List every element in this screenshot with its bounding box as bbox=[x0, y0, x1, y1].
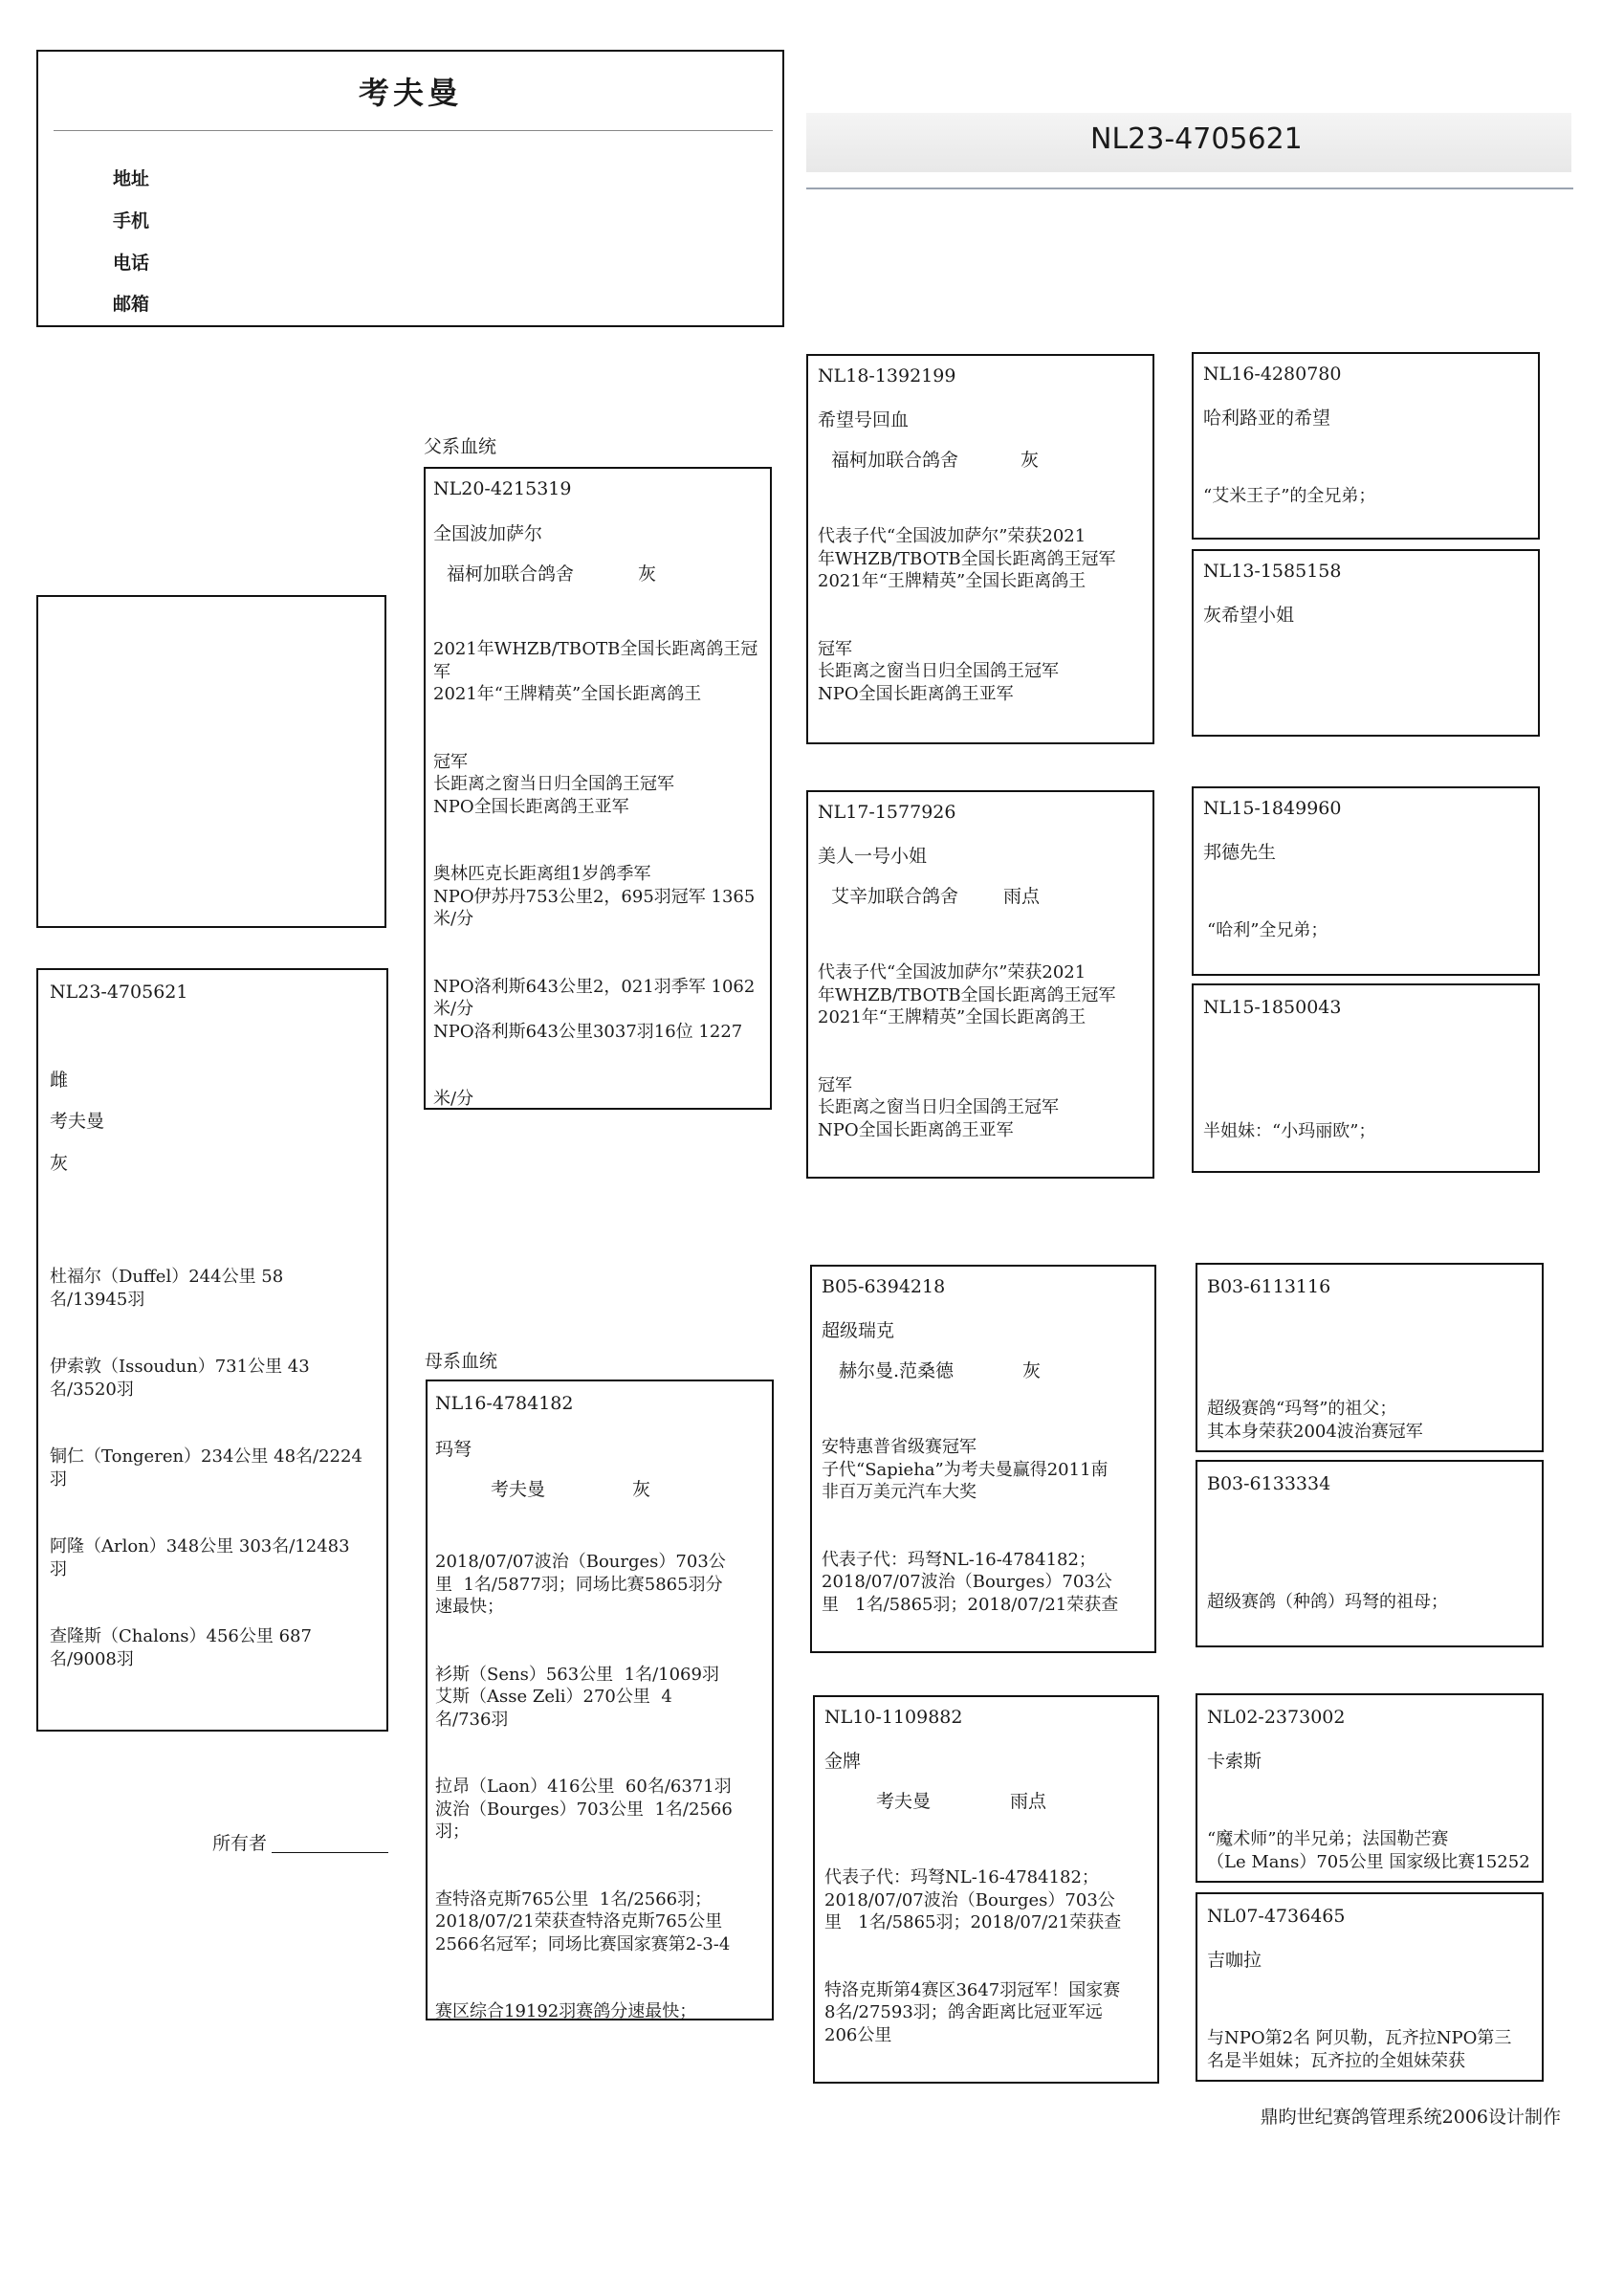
sire-breeder: 福柯加联合鸽舍 bbox=[447, 563, 575, 585]
dd-breeder-row bbox=[876, 1787, 1046, 1813]
owner-name: 考夫曼 bbox=[358, 75, 462, 111]
sire-lines: 2021年WHZB/TBOTB全国长距离鸽王冠 军 2021年“王牌精英”全国长距离鸽王 冠军 长距离之窗当日归全国鸽王冠军 NPO全国长距离鸽王亚军 奥林匹克长距离组1岁鸽季军 NPO伊苏丹753公里2，695羽冠军 1365 米/分 NPO洛利斯643公里2，021羽季军 1062 米/分 NPO洛利斯643公里3037羽16位 1227 米/分 bbox=[433, 639, 758, 1109]
ddd-name: 吉咖拉 bbox=[1207, 1950, 1262, 1971]
ss-breeder: 福柯加联合鸽舍 bbox=[831, 450, 959, 471]
dam-breeder-row bbox=[491, 1475, 650, 1501]
sds-box bbox=[1192, 786, 1540, 976]
sire-color: 灰 bbox=[638, 563, 657, 585]
dd-breeder: 考夫曼 bbox=[876, 1791, 932, 1812]
subject-owner: 考夫曼 bbox=[50, 1111, 105, 1132]
dds-ring: NL02-2373002 bbox=[1207, 1707, 1346, 1728]
owner-divider bbox=[54, 130, 773, 131]
sire-box bbox=[424, 467, 772, 1110]
dam-breeder: 考夫曼 bbox=[491, 1479, 546, 1500]
sire-breeder-row bbox=[447, 560, 656, 585]
sire-sire-box bbox=[806, 354, 1154, 744]
ssd-box bbox=[1192, 549, 1540, 737]
sd-breeder: 艾辛加联合鸽舍 bbox=[831, 886, 959, 907]
sd-lines: 代表子代“全国波加萨尔”荣获2021 年WHZB/TBOTB全国长距离鸽王冠军 2021年“王牌精英”全国长距离鸽王 冠军 长距离之窗当日归全国鸽王冠军 NPO全国长距离鸽王亚军 bbox=[818, 962, 1116, 1140]
sire-ring: NL20-4215319 bbox=[433, 478, 572, 499]
sds-ring: NL15-1849960 bbox=[1203, 798, 1342, 819]
sss-box bbox=[1192, 352, 1540, 540]
sdd-ring: NL15-1850043 bbox=[1203, 997, 1342, 1018]
subject-ring: NL23-4705621 bbox=[50, 982, 188, 1003]
ss-breeder-row bbox=[831, 446, 1039, 472]
sd-ring: NL17-1577926 bbox=[818, 802, 956, 823]
ss-color: 灰 bbox=[1020, 450, 1040, 471]
owner-field-email: 邮箱 bbox=[113, 294, 150, 315]
dsd-box bbox=[1196, 1460, 1544, 1647]
sds-lines: “哈利”全兄弟； bbox=[1207, 920, 1328, 940]
dam-lines: 2018/07/07波治（Bourges）703公 里 1名/5877羽；同场比赛5865羽分 速最快； 衫斯（Sens）563公里 1名/1069羽 艾斯（Asse Zeli）270公里 4 名/736羽 拉昂（Laon）416公里 60名/6371羽 波治（Bourges）703公里 1名/2566 羽； 查特洛克斯765公里 1名/2566羽； 2018/07/21荣获查特洛克斯765公里 2566名冠军；同场比赛国家赛第2-3-4 赛区综合19192羽赛鸽分速最快； bbox=[435, 1552, 733, 2020]
owner-field-address: 地址 bbox=[113, 168, 150, 189]
sd-breeder-row bbox=[831, 882, 1040, 908]
dd-name: 金牌 bbox=[824, 1751, 862, 1772]
ss-name: 希望号回血 bbox=[818, 409, 910, 430]
subject-color: 灰 bbox=[50, 1153, 69, 1174]
dds-box bbox=[1196, 1693, 1544, 1883]
footer-credit: 鼎昀世纪赛鸽管理系统2006设计制作 bbox=[1260, 2107, 1561, 2128]
ds-breeder-row bbox=[839, 1357, 1041, 1382]
owner-info-box bbox=[36, 50, 784, 327]
sire-section-label: 父系血统 bbox=[424, 436, 497, 457]
dd-lines: 代表子代：玛弩NL-16-4784182； 2018/07/07波治（Bourges）703公 里 1名/5865羽；2018/07/21荣获查 特洛克斯第4赛区3647羽冠军！国家赛 8名/27593羽；鸽舍距离比冠亚军远 206公里 bbox=[824, 1867, 1122, 2045]
ds-name: 超级瑞克 bbox=[822, 1320, 895, 1341]
dss-box bbox=[1196, 1263, 1544, 1452]
sdd-lines: 半姐妹：“小玛丽欧”； bbox=[1203, 1121, 1376, 1141]
sire-dam-box bbox=[806, 790, 1154, 1179]
sss-name: 哈利路亚的希望 bbox=[1203, 408, 1331, 429]
dd-ring: NL10-1109882 bbox=[824, 1707, 963, 1728]
owner-signature-line bbox=[272, 1852, 388, 1853]
ddd-ring: NL07-4736465 bbox=[1207, 1906, 1346, 1927]
ds-color: 灰 bbox=[1022, 1360, 1042, 1381]
subject-sex: 雌 bbox=[50, 1070, 69, 1091]
ssd-ring: NL13-1585158 bbox=[1203, 561, 1342, 582]
dam-box bbox=[426, 1380, 774, 2020]
dss-lines: 超级赛鸽“玛弩”的祖父； 其本身荣获2004波治赛冠军 bbox=[1207, 1399, 1423, 1442]
sdd-box bbox=[1192, 983, 1540, 1173]
ds-lines: 安特惠普省级赛冠军 子代“Sapieha”为考夫曼赢得2011南 非百万美元汽车大奖 代表子代：玛弩NL-16-4784182； 2018/07/07波治（Bourges）703公 里 1名/5865羽；2018/07/21荣获查 bbox=[822, 1437, 1119, 1615]
subject-box bbox=[36, 968, 388, 1732]
sds-name: 邦德先生 bbox=[1203, 842, 1277, 863]
ds-breeder: 赫尔曼.范桑德 bbox=[839, 1360, 955, 1381]
photo-placeholder bbox=[36, 595, 386, 928]
dsd-ring: B03-6133334 bbox=[1207, 1473, 1331, 1494]
dds-name: 卡索斯 bbox=[1207, 1751, 1262, 1772]
ds-ring: B05-6394218 bbox=[822, 1276, 946, 1297]
ddd-lines: 与NPO第2名 阿贝勒，瓦齐拉NPO第三 名是半姐妹；瓦齐拉的全姐妹荣获 bbox=[1207, 2028, 1512, 2071]
dam-dam-box bbox=[813, 1695, 1159, 2084]
owner-field-phone: 电话 bbox=[113, 253, 150, 274]
ss-ring: NL18-1392199 bbox=[818, 365, 956, 386]
dam-ring: NL16-4784182 bbox=[435, 1393, 574, 1414]
dss-ring: B03-6113116 bbox=[1207, 1276, 1331, 1297]
dam-name: 玛弩 bbox=[435, 1439, 472, 1460]
ddd-box bbox=[1196, 1892, 1544, 2082]
owner-signature-label: 所有者 bbox=[212, 1833, 268, 1854]
ss-lines: 代表子代“全国波加萨尔”荣获2021 年WHZB/TBOTB全国长距离鸽王冠军 2021年“王牌精英”全国长距离鸽王 冠军 长距离之窗当日归全国鸽王冠军 NPO全国长距离鸽王亚军 bbox=[818, 526, 1116, 704]
sss-lines: “艾米王子”的全兄弟； bbox=[1203, 486, 1376, 506]
subject-results: 杜福尔（Duffel）244公里 58 名/13945羽 伊索敦（Issoudun）731公里 43 名/3520羽 铜仁（Tongeren）234公里 48名/2224 羽 阿隆（Arlon）348公里 303名/12483 羽 查隆斯（Chalons）456公里 687 名/9008羽 bbox=[50, 1267, 362, 1669]
header-ring: NL23-4705621 bbox=[1090, 122, 1303, 156]
owner-field-mobile: 手机 bbox=[113, 210, 150, 232]
sire-name: 全国波加萨尔 bbox=[433, 523, 543, 544]
dam-sire-box bbox=[810, 1265, 1156, 1653]
sd-color: 雨点 bbox=[1003, 886, 1041, 907]
dam-section-label: 母系血统 bbox=[425, 1351, 498, 1372]
dd-color: 雨点 bbox=[1010, 1791, 1047, 1812]
sd-name: 美人一号小姐 bbox=[818, 846, 928, 867]
dsd-lines: 超级赛鸽（种鸽）玛弩的祖母； bbox=[1207, 1592, 1448, 1612]
ssd-name: 灰希望小姐 bbox=[1203, 605, 1295, 626]
dds-lines: “魔术师”的半兄弟；法国勒芒赛 （Le Mans）705公里 国家级比赛15252 bbox=[1207, 1829, 1530, 1872]
dam-color: 灰 bbox=[632, 1479, 651, 1500]
sss-ring: NL16-4280780 bbox=[1203, 364, 1342, 385]
header-underline bbox=[806, 188, 1573, 189]
